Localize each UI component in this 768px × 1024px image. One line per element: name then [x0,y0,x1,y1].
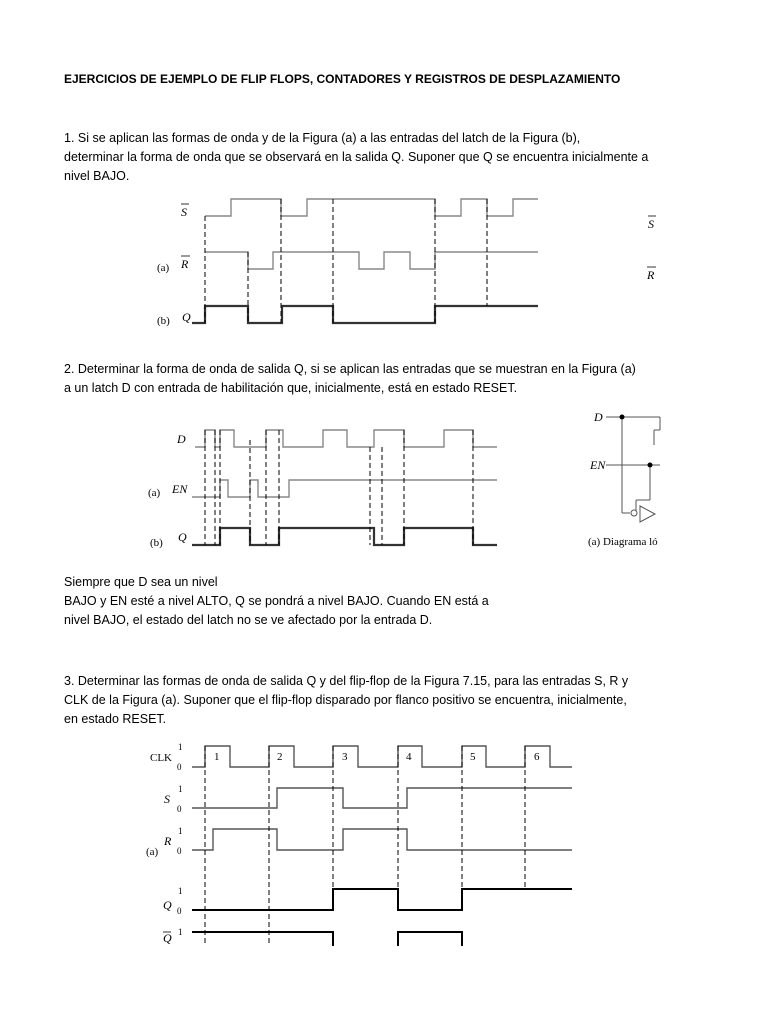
q-waveform [192,528,497,545]
pulse-number: 6 [534,751,540,763]
r-label: R [164,834,172,848]
s-label: S [164,792,170,806]
clk-waveform [192,746,572,767]
s-bar-label: S [181,205,187,219]
figure-1-timing-diagram [157,199,656,327]
q-bar-label: Q [163,931,172,945]
pulse-number: 2 [277,751,283,763]
junction-dot [648,463,653,468]
side-r-bar-label: R [647,268,655,282]
q-label: Q [182,310,191,324]
text-line: en estado RESET. [64,712,167,726]
figure-3-timing-diagram [146,742,572,946]
text-line: 1. Si se aplican las formas de onda y de la Figura (a) a las entradas del latch de la Figura (b), [64,131,581,145]
r-waveform [192,829,572,850]
level-low: 0 [177,762,182,772]
pulse-number: 1 [214,751,220,763]
side-en-label: EN [590,458,606,472]
figure-2-timing-diagram [148,410,660,549]
level-high: 1 [178,826,183,836]
text-line: 2. Determinar la forma de onda de salida Q, si se aplican las entradas que se muestran en la Figura (a) [64,362,636,376]
text-line: Siempre que D sea un nivel [64,575,218,589]
text-line: determinar la forma de onda que se observará en la salida Q. Suponer que Q se encuentra inicialmente a [64,150,649,164]
level-high: 1 [178,886,183,896]
level-high: 1 [178,742,183,752]
text-line: nivel BAJO, el estado del latch no se ve afectado por la entrada D. [64,613,433,627]
r-bar-label: R [181,257,189,271]
junction-dot [620,415,625,420]
d-waveform [195,430,497,447]
figure-a-label: (a) [146,846,159,858]
level-high: 1 [178,927,183,937]
s-waveform [192,788,572,808]
page-title: EJERCICIOS DE EJEMPLO DE FLIP FLOPS, CONTADORES Y REGISTROS DE DESPLAZAMIENTO [64,72,621,86]
text-line: nivel BAJO. [64,169,130,183]
figure-b-label: (b) [157,315,170,327]
s-bar-waveform [205,199,538,216]
figure-a-label: (a) [157,262,170,274]
pulse-number: 3 [342,751,348,763]
figure-b-label: (b) [150,537,163,549]
en-waveform [192,480,497,497]
q-waveform [192,306,538,323]
en-label: EN [172,482,188,496]
pulse-number: 5 [470,751,476,763]
level-low: 0 [177,846,182,856]
figure-a-label: (a) [148,487,161,499]
text-line: CLK de la Figura (a). Suponer que el flip-flop disparado por flanco positivo se encuentra, inicialmente, [64,693,627,707]
side-d-label: D [594,410,603,424]
q-label: Q [163,898,172,912]
q-bar-waveform [192,932,333,946]
level-low: 0 [177,906,182,916]
text-line: a un latch D con entrada de habilitación que, inicialmente, está en estado RESET. [64,381,518,395]
r-bar-waveform [205,252,538,269]
level-low: 0 [177,804,182,814]
level-high: 1 [178,784,183,794]
text-line: BAJO y EN esté a nivel ALTO, Q se pondrá a nivel BAJO. Cuando EN está a [64,594,489,608]
latch-logic-diagram [606,417,660,522]
q-bar-waveform-part [398,932,462,946]
q-label: Q [178,530,187,544]
text-line: 3. Determinar las formas de onda de salida Q y del flip-flop de la Figura 7.15, para las entradas S, R y [64,674,629,688]
clk-label: CLK [150,752,172,764]
side-s-bar-label: S [648,217,654,231]
d-label: D [177,432,186,446]
pulse-number: 4 [406,751,412,763]
diagram-caption: (a) Diagrama ló [588,536,658,548]
q-waveform [192,889,572,910]
